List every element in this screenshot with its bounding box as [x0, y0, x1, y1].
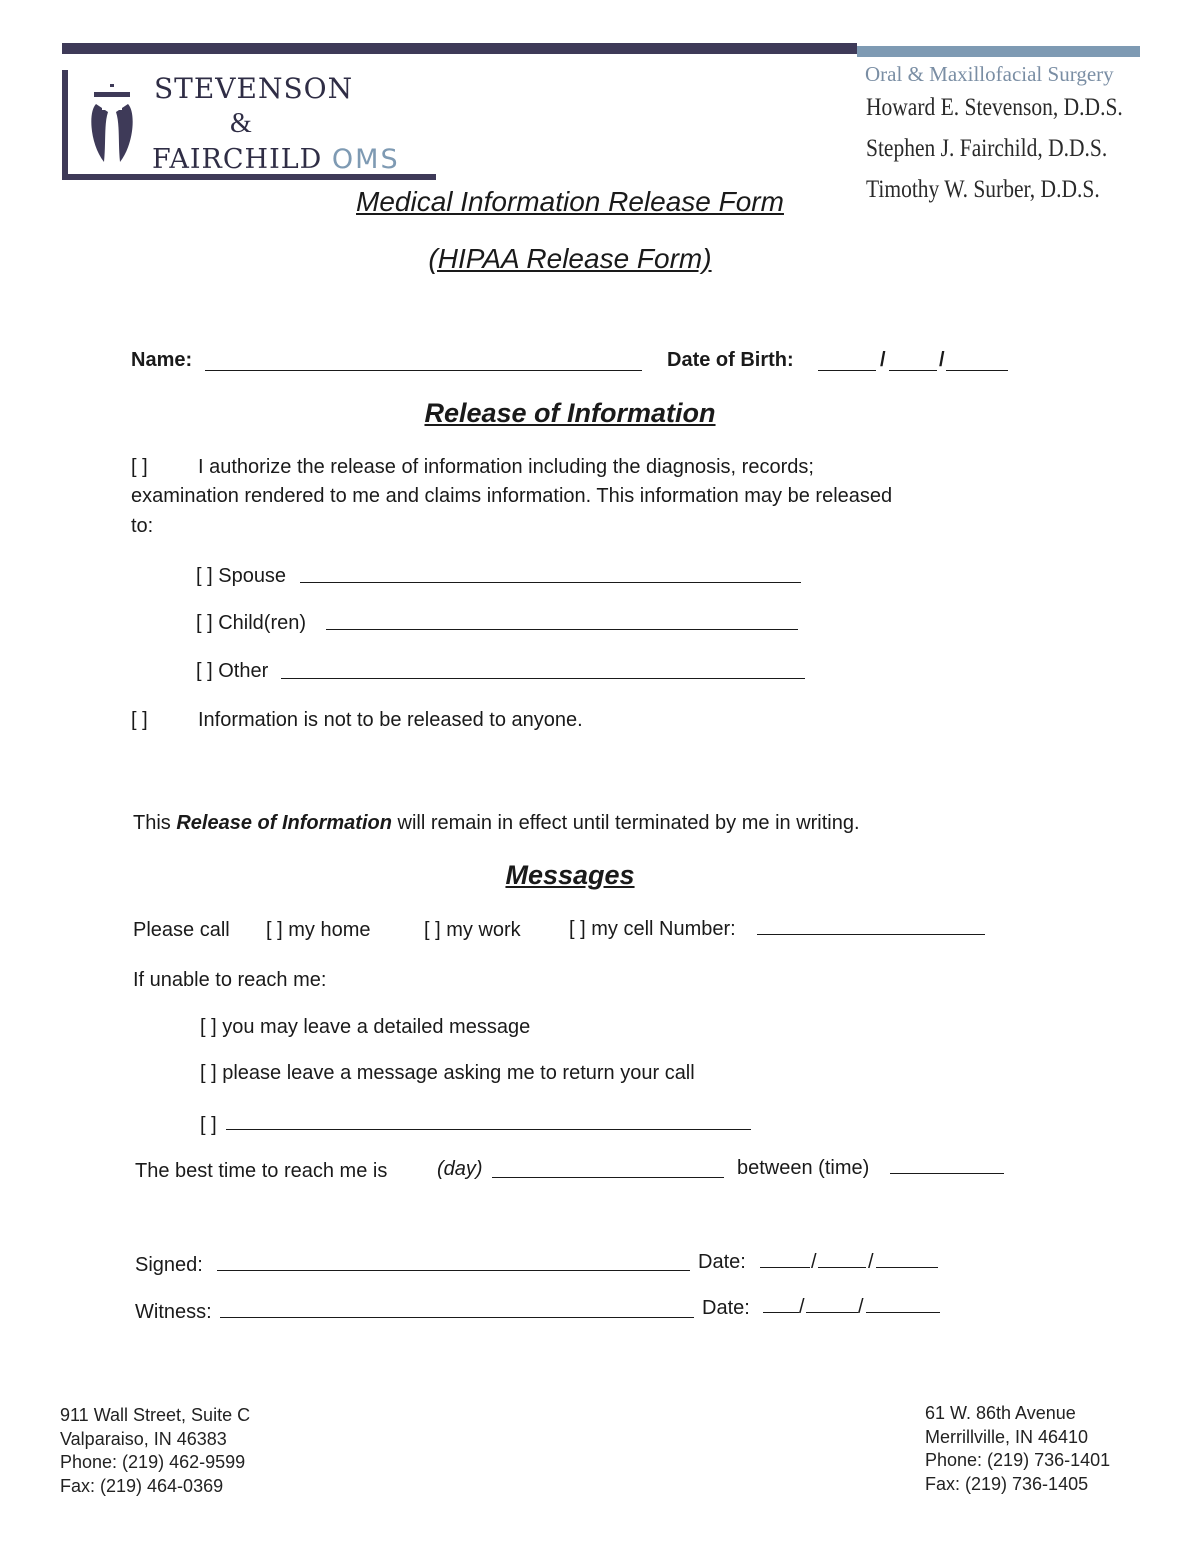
release-heading: Release of Information: [424, 398, 716, 428]
messages-heading: Messages: [505, 860, 635, 890]
dob-label: Date of Birth:: [667, 349, 794, 371]
other-message-option[interactable]: [ ]: [200, 1114, 217, 1136]
logo-frame-vertical: [62, 70, 68, 180]
doctor-name: Timothy W. Surber, D.D.S.: [866, 176, 1100, 203]
date-separator: /: [858, 1296, 864, 1318]
dob-month-field[interactable]: [818, 370, 876, 371]
address-fax: Fax: (219) 736-1405: [925, 1473, 1089, 1494]
call-home-option[interactable]: [ ] my home: [266, 919, 371, 941]
address-phone: Phone: (219) 462-9599: [60, 1452, 246, 1472]
logo-text-stevenson: STEVENSON: [154, 72, 354, 105]
authorize-text-line1: I authorize the release of information including the diagnosis, records;: [198, 456, 814, 478]
address-line: Valparaiso, IN 46383: [60, 1428, 227, 1449]
dob-year-field[interactable]: [946, 370, 1008, 371]
best-time-field[interactable]: [890, 1173, 1004, 1174]
date-separator: /: [868, 1251, 874, 1273]
children-field[interactable]: [326, 629, 798, 630]
time-label: between (time): [737, 1157, 870, 1179]
call-work-option[interactable]: [ ] my work: [424, 919, 521, 941]
logo-text-ampersand: &: [230, 108, 252, 139]
practice-logo: [62, 70, 434, 185]
witness-date-month[interactable]: [763, 1312, 799, 1313]
logo-text-fairchild-main: FAIRCHILD: [152, 144, 323, 175]
dob-separator: /: [939, 349, 945, 371]
please-call-label: Please call: [133, 919, 230, 941]
witness-field[interactable]: [220, 1317, 694, 1318]
doctor-name: Stephen J. Fairchild, D.D.S.: [866, 135, 1108, 162]
date-separator: /: [799, 1296, 805, 1318]
dob-separator: /: [880, 349, 886, 371]
release-effect-bold: Release of Information: [176, 812, 392, 834]
witness-label: Witness:: [135, 1301, 212, 1323]
witness-date-year[interactable]: [866, 1312, 940, 1313]
logo-text-fairchild: [152, 144, 400, 175]
signed-label: Signed:: [135, 1254, 203, 1276]
return-call-option[interactable]: [ ] please leave a message asking me to return your call: [200, 1062, 695, 1084]
other-message-field[interactable]: [226, 1129, 751, 1130]
logo-text-oms: OMS: [331, 144, 400, 175]
best-time-label: The best time to reach me is: [135, 1160, 388, 1182]
signature-field[interactable]: [217, 1270, 690, 1271]
signed-date-label: Date:: [698, 1251, 746, 1273]
form-title: Medical Information Release Form: [356, 186, 784, 217]
no-release-checkbox[interactable]: [ ]: [131, 709, 148, 731]
tooth-logo-icon: [80, 82, 140, 172]
date-separator: /: [811, 1251, 817, 1273]
witness-date-label: Date:: [702, 1297, 750, 1319]
valparaiso-address: [60, 1404, 250, 1498]
address-line: 911 Wall Street, Suite C: [60, 1405, 251, 1425]
address-fax: Fax: (219) 464-0369: [60, 1475, 224, 1496]
header-bar-light: [857, 46, 1140, 57]
signed-date-month[interactable]: [760, 1267, 810, 1268]
practice-specialty: Oral & Maxillofacial Surgery: [865, 62, 1114, 86]
address-phone: Phone: (219) 736-1401: [925, 1450, 1111, 1470]
header-bar-dark: [62, 43, 857, 54]
dob-day-field[interactable]: [889, 370, 937, 371]
authorize-text-line2: examination rendered to me and claims information. This information may be released: [131, 485, 893, 507]
detailed-message-option[interactable]: [ ] you may leave a detailed message: [200, 1016, 531, 1038]
address-line: Merrillville, IN 46410: [925, 1426, 1089, 1447]
form-subtitle: (HIPAA Release Form): [428, 243, 712, 274]
merrillville-address: [925, 1402, 1110, 1496]
witness-date-day[interactable]: [806, 1312, 858, 1313]
signed-date-year[interactable]: [876, 1267, 938, 1268]
name-field[interactable]: [205, 370, 642, 371]
name-label: Name:: [131, 349, 193, 371]
doctor-name: Howard E. Stevenson, D.D.S.: [866, 94, 1123, 121]
unable-to-reach-label: If unable to reach me:: [133, 969, 327, 991]
release-effect-post: will remain in effect until terminated by me in writing.: [391, 812, 860, 834]
spouse-option[interactable]: [ ] Spouse: [196, 565, 287, 587]
other-field[interactable]: [281, 678, 805, 679]
other-option[interactable]: [ ] Other: [196, 660, 269, 682]
signed-date-day[interactable]: [818, 1267, 866, 1268]
children-option[interactable]: [ ] Child(ren): [196, 612, 307, 634]
address-line: 61 W. 86th Avenue: [925, 1403, 1076, 1423]
release-effect-pre: This: [133, 812, 177, 834]
release-effect-statement: [133, 808, 860, 838]
call-cell-option[interactable]: [ ] my cell Number:: [569, 918, 736, 940]
day-label: (day): [437, 1158, 483, 1180]
cell-number-field[interactable]: [757, 934, 985, 935]
spouse-field[interactable]: [300, 582, 801, 583]
no-release-text: Information is not to be released to anyone.: [198, 709, 583, 731]
authorize-checkbox[interactable]: [ ]: [131, 456, 148, 478]
best-day-field[interactable]: [492, 1177, 724, 1178]
authorize-text-line3: to:: [131, 515, 154, 537]
